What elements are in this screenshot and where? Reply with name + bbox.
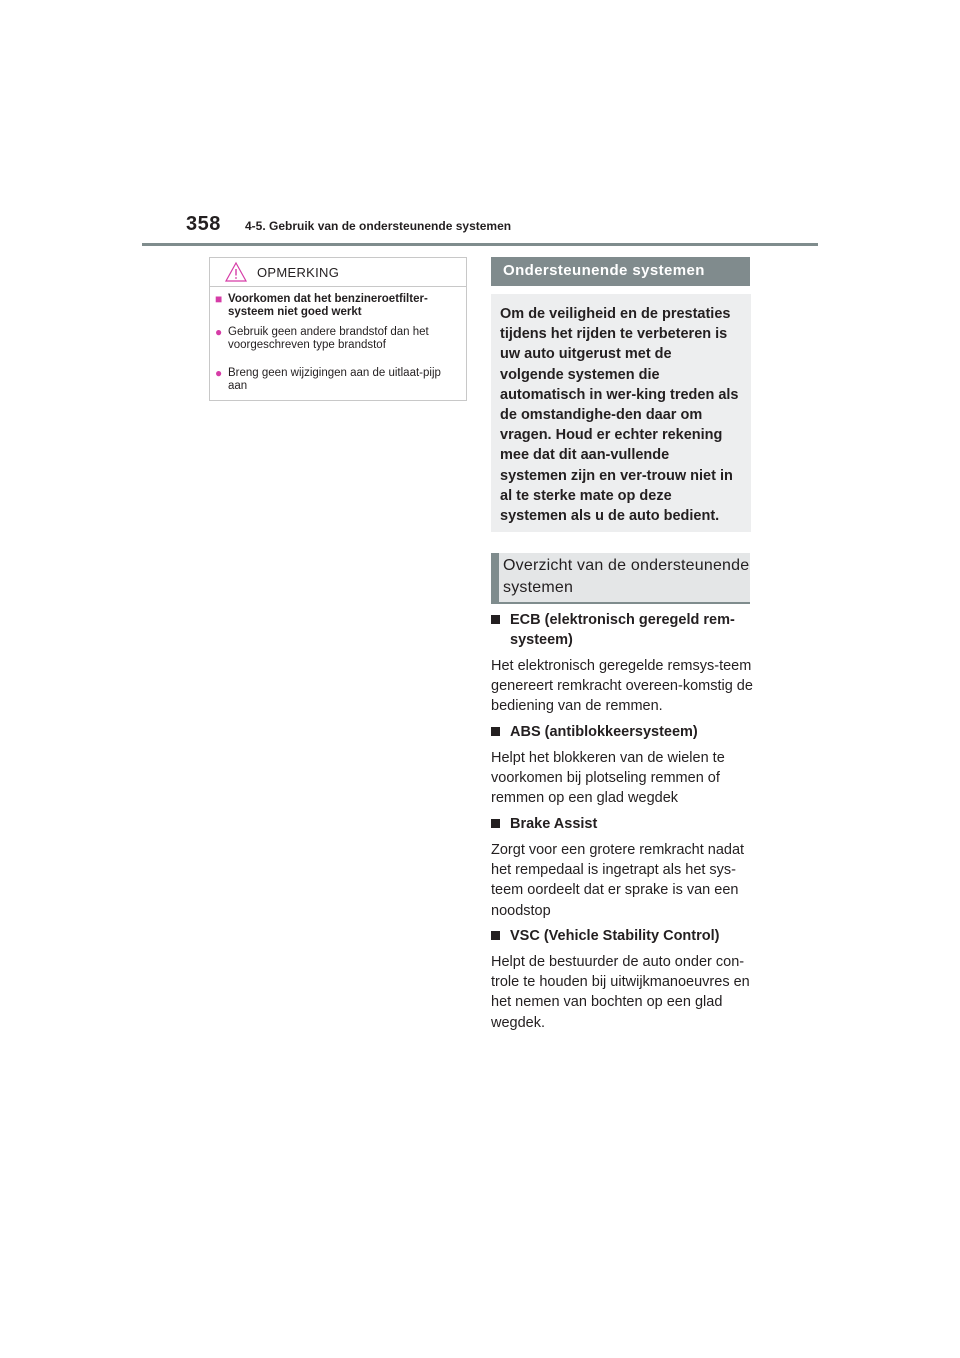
notice-item: [215, 293, 461, 319]
feature-title: [491, 814, 753, 834]
feature-title: [491, 610, 753, 650]
section-banner: Ondersteunende systemen: [491, 257, 750, 286]
feature-description: Zorgt voor een grotere remkracht nadat het rempedaal is ingetrapt als het sys-teem oordeelt dat er sprake is van een noodstop: [491, 842, 745, 919]
feature-title: [491, 722, 753, 742]
notice-item: [215, 367, 461, 393]
circle-bullet-icon: ●: [215, 325, 223, 339]
notice-box: [209, 257, 467, 401]
feature-item: [491, 926, 753, 1033]
feature-item: [491, 814, 753, 921]
header-divider: [142, 243, 818, 246]
square-bullet-icon: [491, 819, 500, 828]
feature-title-text: VSC (Vehicle Stability Control): [510, 928, 720, 944]
square-bullet-icon: [491, 931, 500, 940]
square-bullet-icon: ■: [215, 292, 223, 306]
feature-title-text: ABS (antiblokkeersysteem): [510, 724, 698, 740]
feature-description: Helpt de bestuurder de auto onder con-trole te houden bij uitwijkmanoeuvres en het nemen van bochten op een glad wegdek.: [491, 954, 750, 1031]
circle-bullet-icon: ●: [215, 366, 223, 380]
feature-description: Helpt het blokkeren van de wielen te voorkomen bij plotseling remmen of remmen op een glad wegdek: [491, 750, 725, 807]
feature-title-text: ECB (elektronisch geregeld rem-systeem): [510, 612, 735, 648]
square-bullet-icon: [491, 615, 500, 624]
feature-title-text: Brake Assist: [510, 816, 598, 832]
feature-item: [491, 722, 753, 809]
notice-title: OPMERKING: [257, 265, 340, 280]
notice-item: [215, 326, 461, 352]
subsection-heading: Overzicht van de ondersteunende systemen: [491, 553, 750, 604]
feature-title: [491, 926, 753, 946]
feature-item: [491, 610, 753, 717]
notice-item-text: Gebruik geen andere brandstof dan het voorgeschreven type brandstof: [228, 326, 429, 351]
notice-title-row: [210, 258, 466, 287]
notice-item-text: Voorkomen dat het benzineroetfilter-systeem niet goed werkt: [228, 293, 428, 318]
warning-triangle-icon: [224, 261, 248, 283]
section-title: 4-5. Gebruik van de ondersteunende systemen: [245, 219, 512, 233]
page-number: 358: [186, 213, 221, 235]
notice-item-text: Breng geen wijzigingen aan de uitlaat-pijp aan: [228, 367, 441, 392]
square-bullet-icon: [491, 727, 500, 736]
feature-description: Het elektronisch geregelde remsys-teem genereert remkracht overeen-komstig de bediening van de remmen.: [491, 658, 753, 715]
intro-text: Om de veiligheid en de prestaties tijdens het rijden te verbeteren is uw auto uitgerust met de volgende systemen die automatisch in wer-king treden als de omstandighe-den daar om vragen. Houd er echter rekening mee dat dit aan-vullende systemen zijn en ver-trouw niet in al te sterke mate op deze systemen als u de auto bedient.: [491, 294, 751, 532]
